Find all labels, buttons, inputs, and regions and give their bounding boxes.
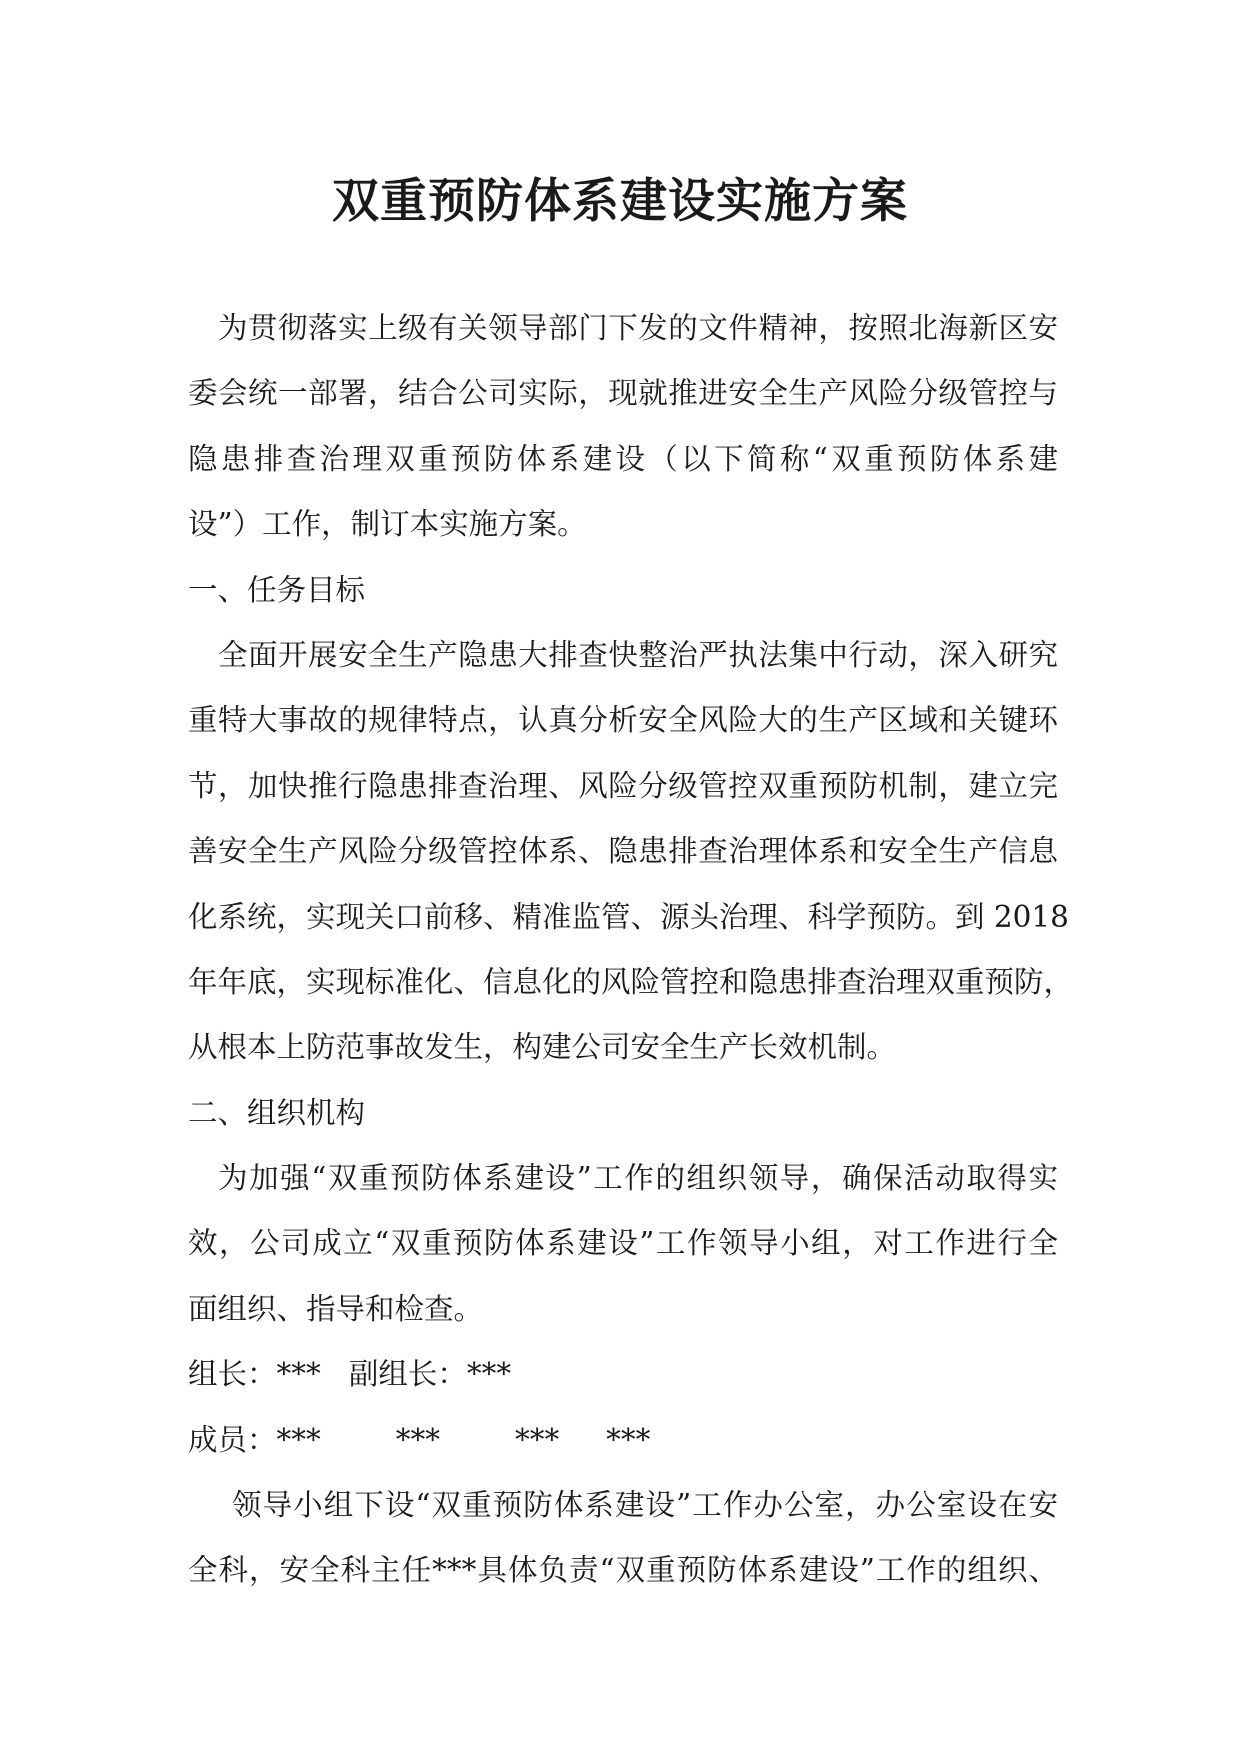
paragraph-line: 从根本上防范事故发生，构建公司安全生产长效机制。 — [188, 1030, 897, 1065]
paragraph-line: 重特大事故的规律特点，认真分析安全风险大的生产区域和关键环 — [188, 703, 1058, 738]
leader-line: 组长：*** 副组长：*** — [188, 1357, 512, 1392]
paragraph-line: 全面开展安全生产隐患大排查快整治严执法集中行动，深入研究 — [218, 637, 1058, 672]
paragraph-line: 面组织、指导和检查。 — [188, 1291, 484, 1326]
paragraph-line: 设”）工作，制订本实施方案。 — [188, 507, 587, 542]
paragraph-line: 为贯彻落实上级有关领导部门下发的文件精神，按照北海新区安 — [218, 311, 1058, 345]
paragraph-line: 年年底，实现标准化、信息化的风险管控和隐患排查治理双重预防， — [188, 964, 1074, 999]
section-heading: 二、组织机构 — [188, 1095, 366, 1130]
paragraph-line: 效，公司成立“双重预防体系建设”工作领导小组，对工作进行全 — [188, 1226, 1058, 1261]
paragraph-line: 为加强“双重预防体系建设”工作的组织领导，确保活动取得实 — [218, 1161, 1058, 1196]
paragraph-line: 善安全生产风险分级管控体系、隐患排查治理体系和安全生产信息 — [188, 834, 1058, 869]
section-heading: 一、任务目标 — [188, 572, 366, 607]
paragraph-line: 全科，安全科主任***具体负责“双重预防体系建设”工作的组织、 — [188, 1553, 1058, 1588]
members-line: 成员：*** *** *** *** — [188, 1422, 651, 1457]
document-title: 双重预防体系建设实施方案 — [332, 174, 908, 229]
paragraph-line: 隐患排查治理双重预防体系建设（以下简称“双重预防体系建 — [188, 441, 1058, 476]
paragraph-line: 节，加快推行隐患排查治理、风险分级管控双重预防机制，建立完 — [188, 768, 1058, 803]
paragraph-line: 委会统一部署，结合公司实际，现就推进安全生产风险分级管控与 — [188, 376, 1058, 411]
document-body — [188, 296, 1074, 1604]
paragraph-line: 领导小组下设“双重预防体系建设”工作办公室，办公室设在安 — [232, 1488, 1058, 1523]
paragraph-line: 化系统，实现关口前移、精准监管、源头治理、科学预防。到 2018 — [188, 899, 1069, 934]
